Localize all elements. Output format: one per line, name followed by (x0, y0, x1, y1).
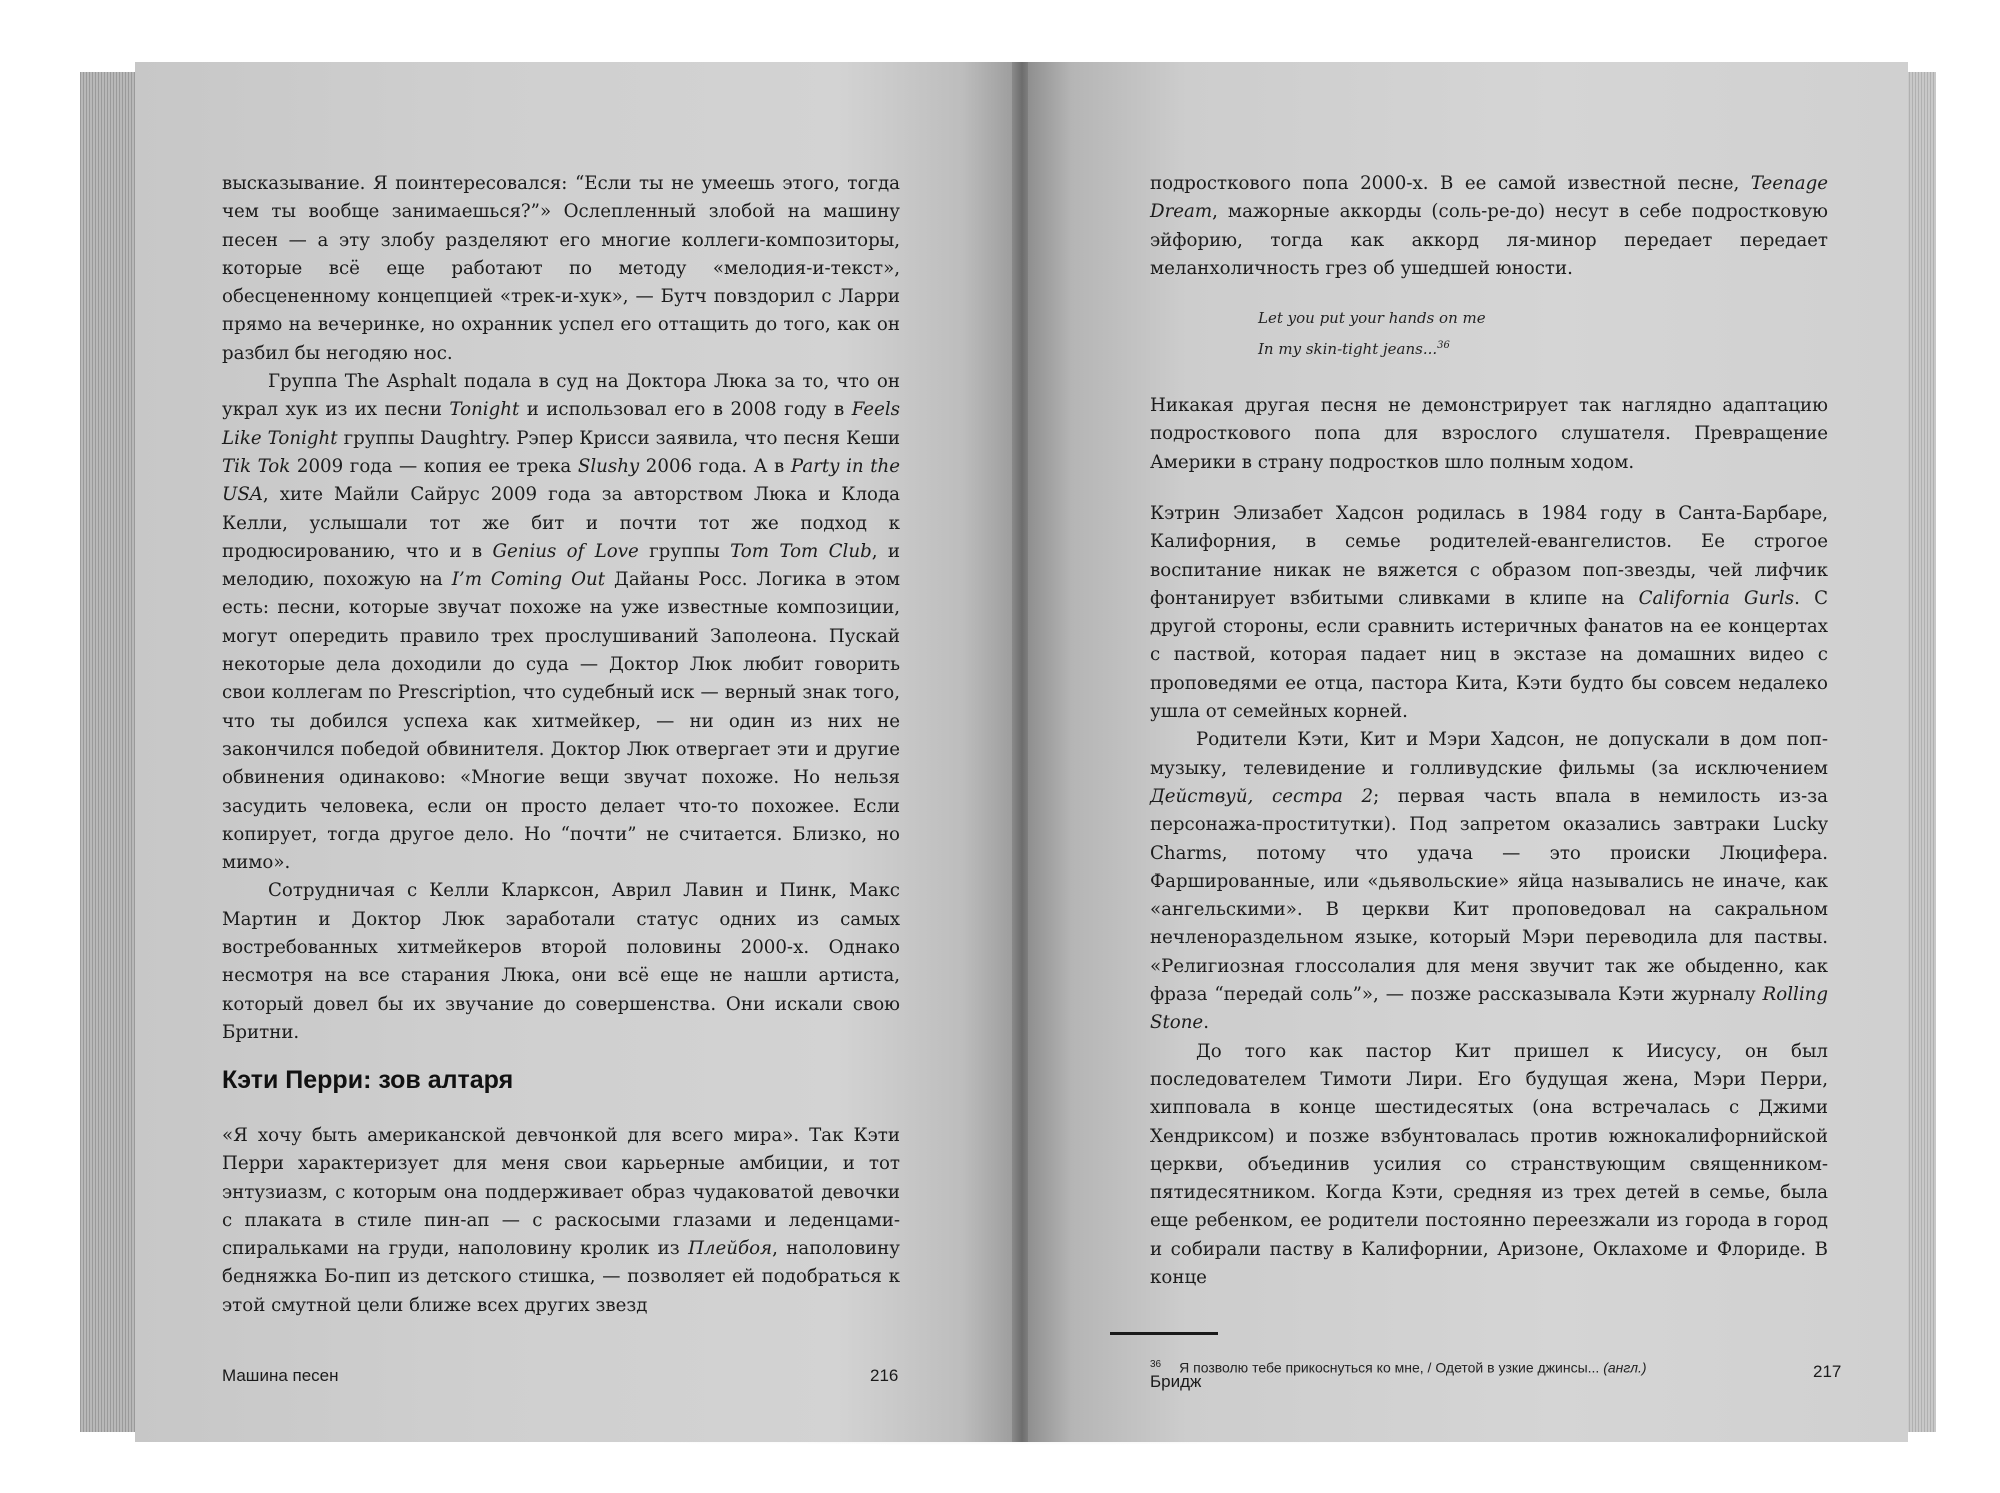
text-run: группы Daughtry. Рэпер Крисси заявила, что песня Кеши (337, 427, 900, 449)
italic-title: Genius of Love (492, 540, 639, 562)
paragraph (222, 1122, 900, 1320)
text-run: 2006 года. А в (639, 455, 791, 477)
italic-title: Действуй, сестра 2 (1150, 785, 1374, 807)
italic-title: I’m Coming Out (451, 569, 606, 591)
right-body-text-top (1150, 170, 1828, 283)
italic-title: Плейбоя (688, 1238, 773, 1260)
paragraph (1150, 392, 1828, 477)
text-run: группы (638, 540, 731, 562)
left-page (135, 62, 1015, 1442)
paragraph (222, 877, 900, 1047)
epigraph-line-2 (1258, 332, 1758, 363)
italic-title: Tik Tok (222, 455, 291, 477)
text-run: , и мелодию, похожую на (222, 540, 900, 591)
footnote-text: Я позволю тебе прикоснуться ко мне, / Одетой в узкие джинсы... (1179, 1359, 1604, 1376)
italic-title: Rolling Stone (1150, 984, 1828, 1034)
italic-title: Tom Tom Club (730, 540, 872, 562)
left-body-text-top (222, 170, 900, 1047)
epigraph-line-2-text: In my skin-tight jeans... (1258, 340, 1438, 358)
section-heading: Кэти Перри: зов алтаря (222, 1066, 514, 1094)
italic-title: Teenage Dream (1150, 173, 1828, 223)
paragraph (222, 170, 900, 368)
italic-title: Party in the USA (222, 455, 901, 506)
left-body-text-bottom (222, 1122, 900, 1320)
italic-title: California Gurls (1638, 587, 1795, 609)
text-run: До того как пастор Кит пришел к Иисусу, он был последователем Тимоти Лири. Его будущая жена, Мэри Перри, хипповала в конце шестидесятых (она встречалась с Джими Хендриксом) и позже взбунтовалась против южнокалифорнийской церкви, объединив усилия со странствующим священником-пятидесятником. Когда Кэти, средняя из трех детей в семье, была еще ребенком, ее родители постоянно переезжали из города в город и собирали паству в Калифорнии, Аризоне, Оклахоме и Флориде. В конце (1150, 1040, 1828, 1289)
footnote (1150, 1359, 1850, 1376)
text-run: «Я хочу быть американской девчонкой для всего мира». Так Кэти Перри характеризует для меня свои карьерные амбиции, и тот энтузиазм, с которым она поддерживает образ чудаковатой девочки с плаката в стиле пин-ап — с раскосыми глазами и леденцами-спиральками на груди, наполовину кролик из (222, 1125, 900, 1260)
text-run: Кэтрин Элизабет Хадсон родилась в 1984 году в Санта-Барбаре, Калифорния, в семье родителей-евангелистов. Ее строгое воспитание никак не вяжется с образом поп-звезды, чей лифчик фонтанирует взбитыми сливками в клипе на (1150, 503, 1828, 609)
text-run: и использовал его в 2008 году в (519, 399, 852, 421)
text-run: , мажорные аккорды (соль-ре-до) несут в себе подростковую эйфорию, тогда как аккорд ля-минор передает передает меланхоличность грез об ушедшей юности. (1150, 201, 1828, 279)
right-page (1028, 62, 1908, 1442)
text-run: Группа The Asphalt подала в суд на Доктора Люка за то, что он украл хук из их песни (222, 371, 900, 421)
italic-title: Feels Like Tonight (222, 399, 900, 449)
right-body-text-mid (1150, 392, 1828, 477)
text-run: Дайаны Росс. Логика в этом есть: песни, которые звучат похоже на уже известные композиции, могут опередить правило трех прослушиваний Заполеона. Пускай некоторые дела доходили до суда — Доктор Люк любит говорить свои коллегам по Prescription, что судебный иск — верный знак того, что ты добился успеха как хитмейкер, — ни один из них не закончился победой обвинителя. Доктор Люк отвергает эти и другие обвинения одинаково: «Многие вещи звучат похоже. Но нельзя засудить человека, если он просто делает что-то похожее. Если копирует, тогда другое дело. Но “почти” не считается. Близко, но мимо». (222, 569, 900, 874)
epigraph-line-1: Let you put your hands on me (1258, 309, 1486, 327)
text-run: . (1203, 1012, 1209, 1034)
running-title-left: Машина песен (222, 1366, 339, 1385)
text-run: высказывание. Я поинтересовался: “Если ты не умеешь этого, тогда чем ты вообще занимаешься?”» Ослепленный злобой на машину песен — а эту злобу разделяют его многие коллеги-композиторы, которые всё еще работают по методу «мелодия-и-текст», обесцененному концепцией «трек-и-хук», — Бутч повздорил с Ларри прямо на вечеринке, но охранник успел его оттащить до того, как он разбил бы негодяю нос. (222, 173, 900, 364)
text-run: Сотрудничая с Келли Кларксон, Аврил Лавин и Пинк, Макс Мартин и Доктор Люк заработали статус одних из самых востребованных хитмейкеров второй половины 2000-х. Однако несмотря на все старания Люка, они всё еще не нашли артиста, который довел бы их звучание до совершенства. Они искали свою Бритни. (222, 880, 900, 1043)
text-run: Родители Кэти, Кит и Мэри Хадсон, не допускали в дом поп-музыку, телевидение и голливудские фильмы (за исключением (1150, 729, 1828, 779)
song-epigraph (1258, 304, 1758, 363)
footnote-divider (1110, 1332, 1218, 1335)
paragraph (1150, 500, 1828, 726)
page-number-left: 216 (870, 1366, 899, 1385)
paragraph (1150, 170, 1828, 283)
text-run: , хите Майли Сайрус 2009 года за авторством Люка и Клода Келли, услышали тот же бит и почти тот же подход к продюсированию, что и в (222, 484, 900, 562)
text-run: . С другой стороны, если сравнить истеричных фанатов на ее концертах с паствой, которая падает ниц в экстазе на домашних видео с проповедями ее отца, пастора Кита, Кэти будто бы совсем недалеко ушла от семейных корней. (1150, 587, 1828, 723)
text-run: Никакая другая песня не демонстрирует так наглядно адаптацию подросткового попа для взрослого слушателя. Превращение Америки в страну подростков шло полным ходом. (1150, 395, 1828, 473)
text-run: , наполовину бедняжка Бо-пип из детского стишка, — позволяет ей подобраться к этой смутной цели ближе всех других звезд (222, 1238, 900, 1316)
footnote-language: (англ.) (1603, 1359, 1647, 1376)
page-number-right: 217 (1813, 1362, 1842, 1381)
text-run: 2009 года — копия ее трека (290, 455, 578, 477)
paragraph (222, 368, 900, 877)
text-run: подросткового попа 2000-х. В ее самой известной песне, (1150, 173, 1751, 194)
paragraph (1150, 726, 1828, 1037)
right-body-text-bottom (1150, 500, 1828, 1292)
footnote-marker: 36 (1437, 340, 1450, 351)
text-run: ; первая часть впала в немилость из-за персонажа-проститутки). Под запретом оказались завтраки Lucky Charms, потому что удача — это происки Люцифера. Фаршированные, или «дьявольские» яйца назывались не иначе, как «ангельскими». В церкви Кит проповедовал на сакральном нечленораздельном языке, который Мэри переводила для паствы. «Религиозная глоссолалия для меня звучит так же обыденно, как фраза “передай соль”», — позже рассказывала Кэти журналу (1150, 785, 1829, 1006)
italic-title: Slushy (577, 455, 640, 477)
paragraph (1150, 1038, 1828, 1293)
running-title-right: Бридж (1150, 1372, 1202, 1391)
footnote-number: 36 (1150, 1359, 1162, 1370)
italic-title: Tonight (449, 399, 520, 421)
page-edges-left (80, 72, 140, 1432)
